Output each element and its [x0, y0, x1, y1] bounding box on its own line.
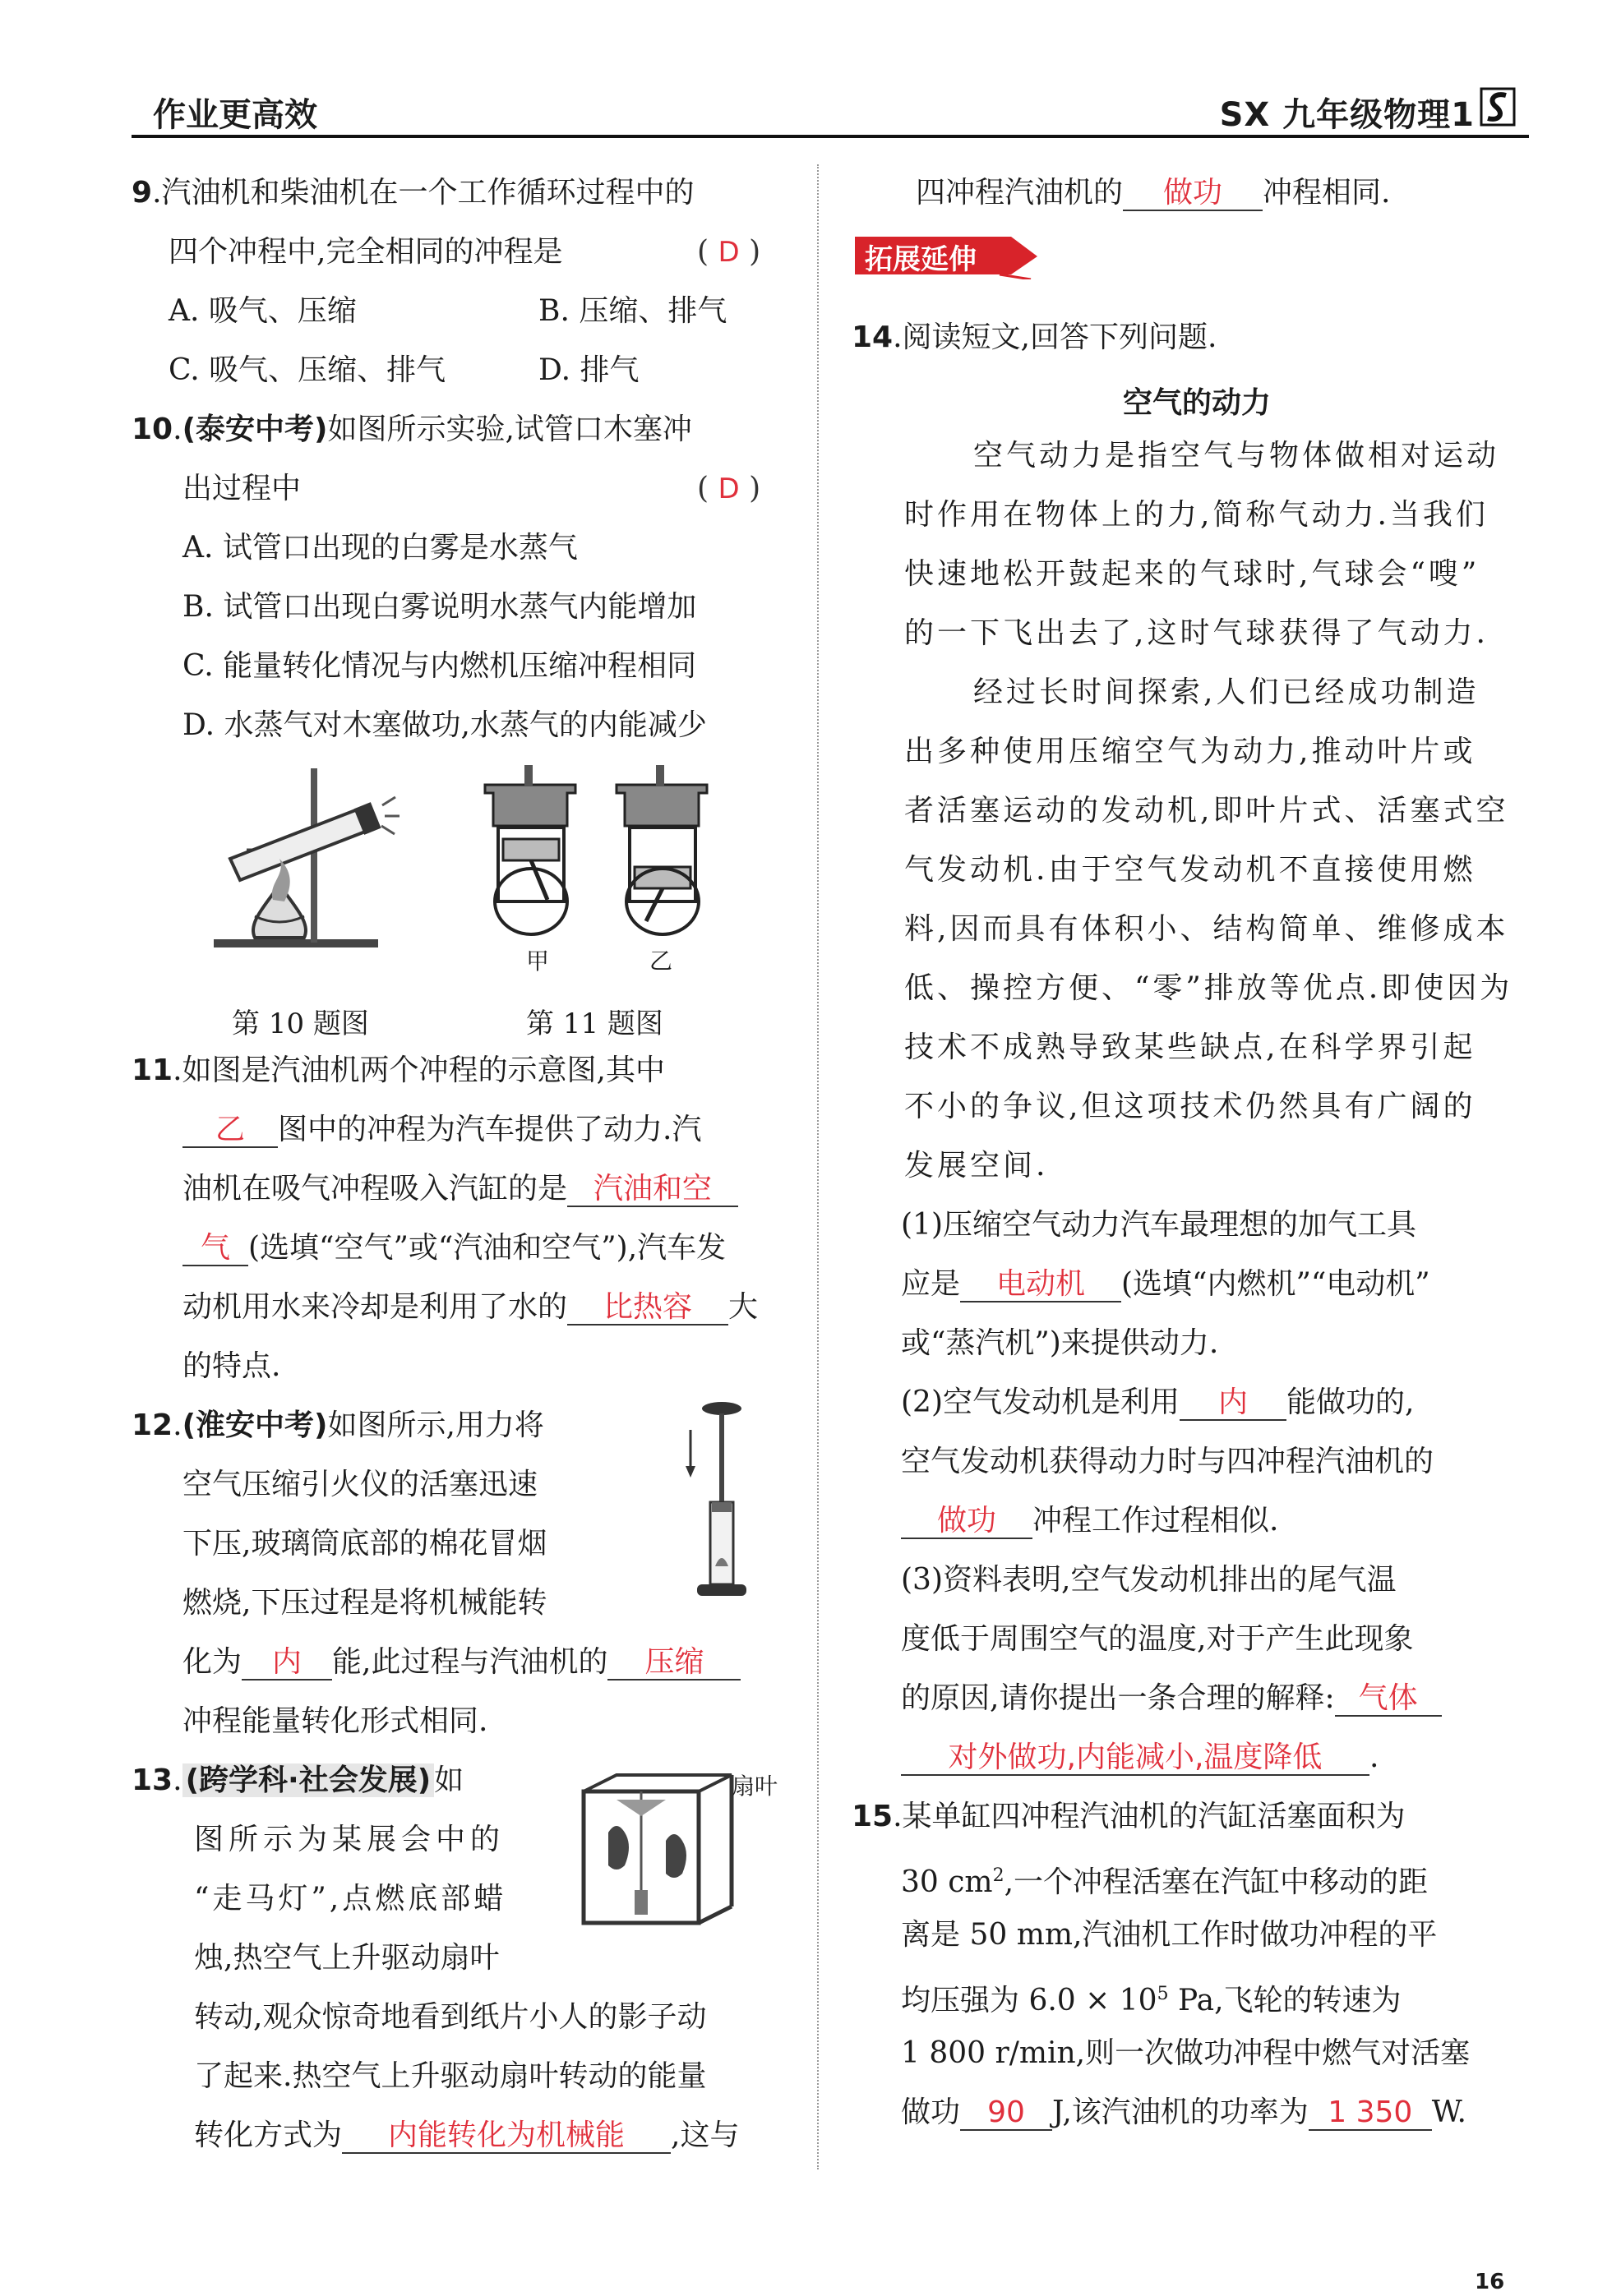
q14-p2-line3: 者活塞运动的发动机,即叶片式、活塞式空	[904, 794, 1509, 828]
q12-line6: 冲程能量转化形式相同.	[182, 1704, 488, 1738]
q13-line6: 了起来.热空气上升驱动扇叶转动的能量	[194, 2059, 707, 2093]
q14-article-title: 空气的动力	[1123, 386, 1272, 420]
header-rule	[132, 135, 1529, 138]
q14-p2-line4: 气发动机.由于空气发动机不直接使用燃	[904, 853, 1476, 887]
q15-line6: 做功 90 J,该汽油机的功率为 1 350 W.	[901, 2095, 1466, 2129]
q13-line8: 四冲程汽油机的 做功 冲程相同.	[916, 176, 1391, 210]
figure-10-test-tube-illustration	[197, 760, 411, 957]
q14-s2-line3: 做功 冲程工作过程相似.	[901, 1502, 1278, 1540]
q10-option-d: D. 水蒸气对木塞做功,水蒸气的内能减少	[182, 708, 707, 742]
q9-option-a: A. 吸气、压缩	[169, 294, 357, 328]
q14-p2-line8: 不小的争议,但这项技术仍然具有广阔的	[904, 1090, 1476, 1123]
column-divider	[817, 164, 819, 2169]
q14-s1-line1: (1)压缩空气动力汽车最理想的加气工具	[901, 1208, 1416, 1242]
q14-s3-line3: 的原因,请你提出一条合理的解释: 气体	[901, 1680, 1442, 1717]
figure-12-compression-igniter-illustration	[682, 1397, 756, 1611]
q9-answer: ( D )	[697, 235, 761, 269]
q14-s2-line2: 空气发动机获得动力时与四冲程汽油机的	[901, 1445, 1434, 1478]
q14-s3-line4: 对外做功,内能减小,温度降低 .	[901, 1739, 1379, 1777]
q13-line5: 转动,观众惊奇地看到纸片小人的影子动	[194, 2000, 707, 2034]
q9-option-b: B. 压缩、排气	[538, 294, 727, 328]
q13-line1: 13. (跨学科·社会发展) 如	[132, 1763, 464, 1797]
q14-p1-line1: 空气动力是指空气与物体做相对运动	[973, 439, 1500, 473]
q11-line2: 乙 图中的冲程为汽车提供了动力.汽	[182, 1111, 701, 1149]
q10-option-c: C. 能量转化情况与内燃机压缩冲程相同	[182, 649, 697, 683]
q14-p2-line7: 技术不成熟导致某些缺点,在科学界引起	[904, 1030, 1476, 1064]
q14-s2-line1: (2)空气发动机是利用 内 能做功的,	[901, 1385, 1415, 1419]
q14-s3-line1: (3)资料表明,空气发动机排出的尾气温	[901, 1563, 1397, 1597]
q15-line1: 15.某单缸四冲程汽油机的汽缸活塞面积为	[852, 1800, 1406, 1833]
q10-line2: 出过程中	[182, 472, 302, 505]
q14-p1-line4: 的一下飞出去了,这时气球获得了气动力.	[904, 616, 1489, 650]
q13-line3: “走马灯”,点燃底部蜡	[194, 1882, 507, 1916]
q12-line3: 下压,玻璃筒底部的棉花冒烟	[182, 1527, 547, 1561]
q14-p2-line6: 低、操控方便、“零”排放等优点.即使因为	[904, 971, 1513, 1005]
q12-line2: 空气压缩引火仪的活塞迅速	[182, 1468, 538, 1501]
q13-line7: 转化方式为 内能转化为机械能 ,这与	[194, 2118, 740, 2152]
q15-line5: 1 800 r/min,则一次做功冲程中燃气对活塞	[901, 2036, 1471, 2070]
q12-line4: 燃烧,下压过程是将机械能转	[182, 1586, 547, 1620]
q14-p2-line1: 经过长时间探索,人们已经成功制造	[973, 675, 1480, 709]
q15-line4: 均压强为 $6.0 \times 10^5$ Pa,飞轮的转速为	[901, 1984, 1402, 2017]
q14-p2-line2: 出多种使用压缩空气为动力,推动叶片或	[904, 735, 1476, 768]
figure-11-label-yi: 乙	[649, 947, 673, 975]
figure-11-caption: 第 11 题图	[526, 1007, 663, 1040]
q9-line2: 四个冲程中,完全相同的冲程是	[169, 235, 563, 269]
q14-s3-line2: 度低于周围空气的温度,对于产生此现象	[901, 1622, 1414, 1656]
figure-11-label-jia: 甲	[526, 947, 550, 975]
page-number: 16	[1475, 2270, 1505, 2294]
q14-s1-line3: 或“蒸汽机”)来提供动力.	[901, 1326, 1219, 1360]
header-right-title: SX 九年级物理1	[1219, 96, 1475, 134]
q15-line3: 离是 50 mm,汽油机工作时做功冲程的平	[901, 1918, 1438, 1952]
q10-answer: ( D )	[697, 472, 761, 505]
q14-p1-line2: 时作用在物体上的力,简称气动力.当我们	[904, 498, 1489, 532]
publisher-logo-icon	[1480, 87, 1516, 127]
section-banner-title: 拓展延伸	[865, 243, 977, 276]
q14-s1-line2: 应是 电动机 (选填“内燃机”“电动机”	[901, 1267, 1430, 1301]
q11-line5: 动机用水来冷却是利用了水的 比热容 大	[182, 1290, 759, 1324]
figure-13-label-fan: 扇叶	[732, 1773, 778, 1800]
q11-line6: 的特点.	[182, 1349, 281, 1383]
q10-line1: 10.(泰安中考)如图所示实验,试管口木塞冲	[132, 413, 692, 446]
q14-p2-line5: 料,因而具有体积小、结构简单、维修成本	[904, 912, 1509, 946]
header-left-title: 作业更高效	[153, 96, 317, 134]
q11-line3: 油机在吸气冲程吸入汽缸的是 汽油和空	[182, 1170, 738, 1208]
q9-option-c: C. 吸气、压缩、排气	[169, 353, 446, 387]
q9-line1: 9.汽油机和柴油机在一个工作循环过程中的	[132, 176, 695, 210]
q10-option-a: A. 试管口出现的白雾是水蒸气	[182, 531, 578, 565]
q14-p2-line9: 发展空间.	[904, 1149, 1049, 1183]
q12-line1: 12.(淮安中考)如图所示,用力将	[132, 1408, 544, 1442]
q11-line1: 11.如图是汽油机两个冲程的示意图,其中	[132, 1053, 665, 1087]
q14-intro: 14.阅读短文,回答下列问题.	[852, 320, 1217, 354]
q10-option-b: B. 试管口出现白雾说明水蒸气内能增加	[182, 590, 697, 624]
figure-11-engine-strokes-illustration	[477, 760, 723, 941]
q13-line2: 图所示为某展会中的	[194, 1823, 506, 1856]
q13-line4: 烛,热空气上升驱动扇叶	[194, 1941, 500, 1975]
q14-p1-line3: 快速地松开鼓起来的气球时,气球会“嗖”	[904, 557, 1480, 591]
figure-13-lantern-illustration	[575, 1767, 740, 1931]
q11-line4: 气 (选填“空气”或“汽油和空气”),汽车发	[182, 1229, 726, 1267]
figure-10-caption: 第 10 题图	[232, 1007, 369, 1040]
q15-line2: 30 $cm^2$,一个冲程活塞在汽缸中移动的距	[901, 1865, 1429, 1899]
q9-option-d: D. 排气	[538, 353, 640, 387]
q12-line5: 化为 内 能,此过程与汽油机的 压缩	[182, 1644, 741, 1681]
